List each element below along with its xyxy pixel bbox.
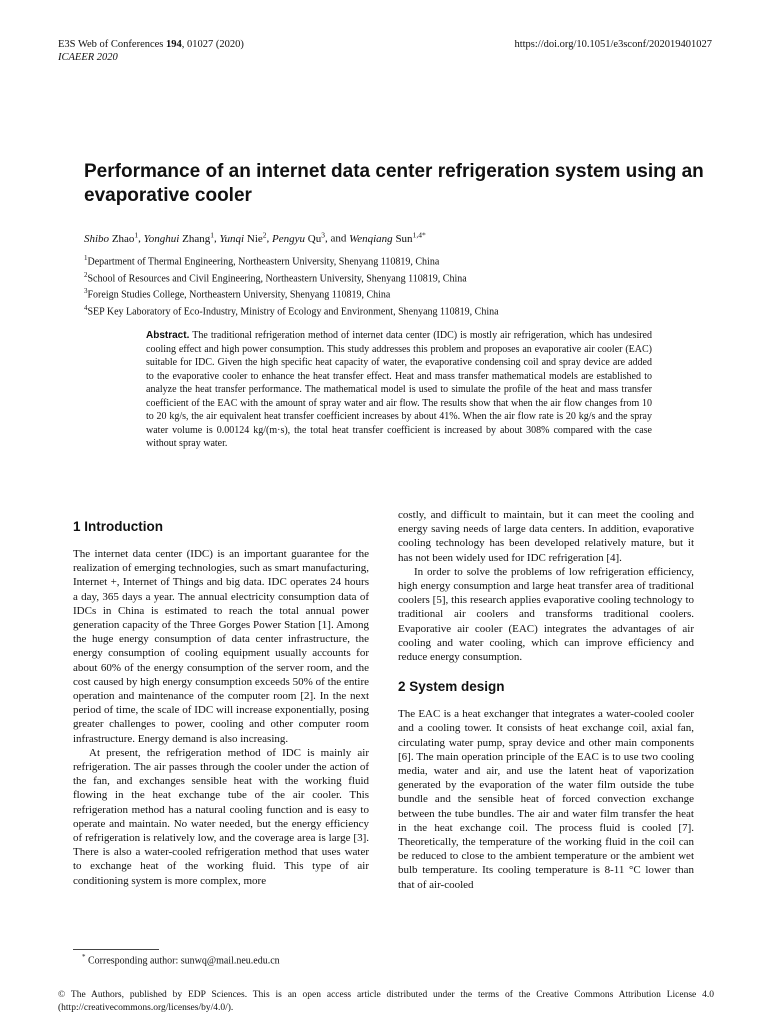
right-column [398, 508, 694, 892]
corresponding-author-footnote: * Corresponding author: sunwq@mail.neu.edu.cn [82, 953, 280, 967]
footnote-divider [73, 949, 159, 950]
journal-prefix: E3S Web of Conferences [58, 39, 167, 50]
article-info: , 01027 (2020) [181, 39, 244, 50]
journal-citation [58, 38, 244, 51]
author: Shibo Zhao$^1$ [84, 230, 139, 245]
license-notice: © The Authors, published by EDP Sciences. This is an open access article distributed under the terms of the Creative Commons Attribution License 4.0 (http://creativecommons.org/licenses/by/4.0/). [58, 990, 714, 1013]
doi-link[interactable]: https://doi.org/10.1051/e3sconf/202019401027 [514, 39, 712, 50]
left-column [73, 518, 369, 888]
abstract-text: The traditional refrigeration method of internet data center (IDC) is mostly air refrigeration, which has undesired cooling effect and high power consumption. This study addresses this problem and proposes an evaporative air cooler (EAC) suitable for IDC. Given the high specific heat capacity of water, the evaporative condensing coil and spray device are added to the evaporative cooler to enhance the heat transfer effect. Heat and mass transfer mathematical models are established to analyze the heat transfer performance. The mathematical model is used to simulate the profile of the heat and mass transfer coefficient of the EAC with the amount of spray water and air flow. The results show that when the air flow changes from 10 to 20 kg/s, the air equivalent heat transfer coefficient increases by about 41%. When the air flow rate is 20 kg/s and the spray water volume is 0.00124 kg/(m·s), the total heat transfer coefficient is increased by about 308% compared with the case without spray water. [146, 330, 652, 449]
body-paragraph: At present, the refrigeration method of IDC is mainly air refrigeration. The air passes through the cooler under the action of the fan, and exchanges sensible heat with the working fluid flowing in the heat exchange tube of the air cooler. This refrigeration method has a natural cooling function and is easy to operate and maintain. No water needed, but the energy efficiency of refrigeration is relatively low, and the coverage area is large [3]. There is also a water-cooled refrigeration method that uses water to exchange heat of the working fluid. This type of air conditioning system is more complex, more [73, 746, 369, 887]
section-heading-system-design: 2 System design [398, 679, 505, 695]
affiliation-list [84, 252, 499, 319]
affiliation: $^1$Department of Thermal Engineering, Northeastern University, Shenyang 110819, China [84, 254, 440, 268]
abstract [146, 329, 652, 451]
conference-name: ICAEER 2020 [58, 52, 118, 63]
running-header-left [58, 38, 244, 64]
journal-volume: 194 [166, 39, 182, 50]
author: Yonghui Zhang$^1$ [143, 230, 214, 245]
abstract-label: Abstract. [146, 330, 190, 341]
affiliation: $^4$SEP Key Laboratory of Eco-Industry, Ministry of Ecology and Environment, Shenyang 110819, China [84, 303, 499, 318]
body-paragraph: The EAC is a heat exchanger that integrates a water-cooled cooler and a cooling tower. It consists of heat exchange coil, axial fan, circulating water pump, spray device and other main components [6]. The main operation principle of the EAC is to use two cooling media, water and air, and use the latent heat of vaporization generated by the evaporation of the water film outside the tube bundle and the sensible heat of forced convection exchange between the tube bundles. The air and water film transfer the heat in the heat exchange coil. The process fluid is cooled [7]. Theoretically, the temperature of the working fluid in the coil can be reduced to close to the ambient temperature or the ambient wet bulb temperature. Its cooling temperature is 8-11 °C lower than that of air-cooled [398, 708, 694, 891]
body-paragraph: In order to solve the problems of low refrigeration efficiency, high energy consumption and large heat transfer area of traditional coolers [5], this research applies evaporative cooling technology to traditional air coolers and transforms traditional coolers. Evaporative air cooler (EAC) integrates the advantages of air cooling and water cooling, which can improve efficiency and reduce energy consumption. [398, 565, 694, 664]
body-paragraph: costly, and difficult to maintain, but it can meet the cooling and energy saving needs of large data centers. In addition, evaporative cooling technology has been developed relatively mature, but it has not been widely used for IDC refrigeration [4]. [398, 509, 694, 564]
author: Wenqiang Sun$^{1,4*}$ [349, 230, 426, 245]
body-paragraph: The internet data center (IDC) is an important guarantee for the realization of emerging technologies, such as smart manufacturing, Internet +, Internet of Things and big data. IDC operates 24 hours a day, 365 days a year. The annual electricity consumption data of IDCs in China is estimated to reach the total annual power generation capacity of the Three Gorges Power Station [1]. Among the huge energy consumption of data center infrastructure, the energy consumption of cooling equipment usually accounts for about 60% of the energy consumption of the server room, and the cost caused by high energy consumption exceeds 50% of the entire operation and maintenance of the computer room [2]. In the next period of time, the scale of IDC will increase exponentially, posing greater challenges to power, cooling and other computer room infrastructure. Energy demand is also increasing. [73, 548, 369, 745]
paper-title: Performance of an internet data center refrigeration system using an evaporative cooler [84, 161, 704, 206]
affiliation: $^2$School of Resources and Civil Engineering, Northeastern University, Shenyang 110819, China [84, 270, 467, 284]
author: Yunqi Nie$^2$ [219, 230, 267, 245]
section-heading-introduction: 1 Introduction [73, 519, 163, 534]
author: Pengyu Qu$^3$ [272, 230, 325, 245]
affiliation: $^3$Foreign Studies College, Northeastern University, Shenyang 110819, China [84, 287, 391, 301]
author-list: Shibo Zhao$^1$, Yonghui Zhang$^1$, Yunqi Nie$^2$, Pengyu Qu$^3$, and Wenqiang Sun$^{1,4*}$ [84, 230, 426, 245]
